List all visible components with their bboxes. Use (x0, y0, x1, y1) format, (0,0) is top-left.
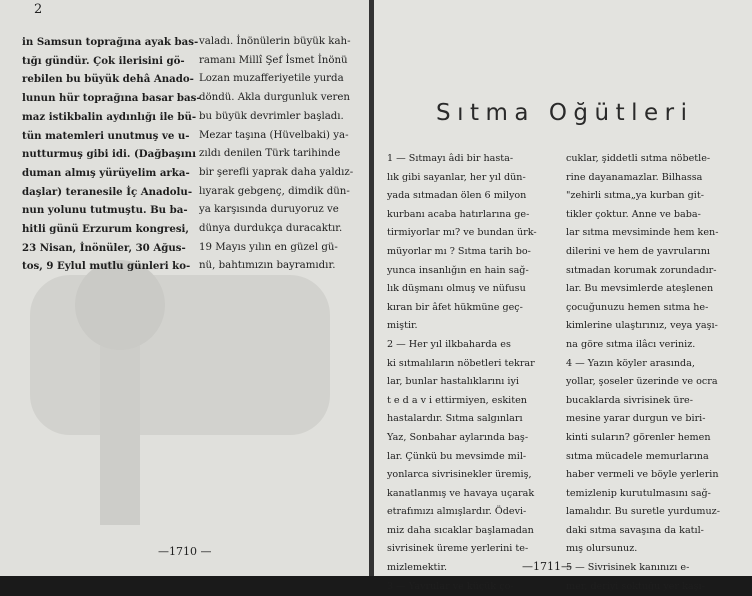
text-line: dünya durdukça duracaktır. (199, 223, 343, 235)
text-line: bucaklarda sivrisinek üre- (566, 394, 693, 406)
text-line: 2 — Her yıl ilkbaharda es (387, 338, 511, 350)
text-line: hitli günü Erzurum kongresi, (22, 223, 189, 236)
text-line: kimlerine ulaştırınız, veya yaşı- (566, 320, 718, 332)
text-line: lar sıtma mevsiminde hem ken- (566, 227, 719, 239)
text-line: duman almış yürüyelim arka- (22, 166, 190, 179)
text-line: 1 — Sıtmayı âdi bir hasta- (387, 153, 514, 164)
text-line: sivrisinek üreme yerlerini te- (387, 543, 529, 555)
text-line: ya karşısında duruyoruz ve (199, 204, 339, 216)
text-line: döndü. Akla durgunluk veren (199, 92, 350, 104)
text-line: lar. Çünkü bu mevsimde mil- (387, 450, 527, 462)
text-line: Mezar taşına (Hüvelbaki) ya- (199, 129, 349, 141)
text-line: etrafımızı almışlardır. Ödevi- (387, 506, 527, 518)
text-line: lar. Bu mevsimlerde ateşlenen (566, 283, 714, 295)
text-line: yada sıtmadan ölen 6 milyon (387, 190, 527, 202)
text-line: valadı. İnönülerin büyük kah- (199, 36, 351, 47)
text-line: yunca insanlığın en hain sağ- (387, 264, 529, 276)
text-line: mış olursunuz. (566, 543, 638, 555)
text-line: Lozan muzafferiyetile yurda (199, 73, 344, 85)
text-line: nü, bahtımızın bayramıdır. (199, 260, 336, 272)
right-column-2 (566, 150, 736, 596)
text-line: lar, bunlar hastalıklarını iyi (387, 376, 519, 388)
text-line: Yaz, Sonbahar aylarında baş- (387, 431, 529, 443)
text-line: in Samsun toprağına ayak bas- (22, 36, 199, 48)
text-line: kurbanı acaba hatırlarına ge- (387, 208, 530, 220)
text-line: 5 — Sivrisinek kanınızı e- (566, 562, 690, 574)
text-line: lamalıdır. Bu suretle yurdumuz- (566, 506, 720, 518)
text-line: sıtmadan korumak zorundadır- (566, 264, 717, 276)
text-line: nun yolunu tutmuştu. Bu ba- (22, 204, 188, 217)
text-line: temizlenip kurutulmasını sağ- (566, 487, 711, 499)
text-line: ki sıtmalıların nöbetleri tekrar (387, 357, 535, 369)
text-line: dilerini ve hem de yavrularını (566, 245, 710, 257)
page-folio-right: —1711— (522, 560, 572, 573)
text-line: mesine yarar durgun ve biri- (566, 413, 706, 425)
text-line: 23 Nisan, İnönüler, 30 Ağus- (22, 241, 186, 254)
text-line: kıran bir âfet hükmüne geç- (387, 301, 523, 313)
text-line: daki sıtma savaşına da katıl- (566, 524, 704, 536)
text-line: maz istikbalin aydınlığı ile bü- (22, 110, 197, 123)
right-column-1 (387, 150, 552, 596)
page-folio-left: —1710 — (158, 545, 212, 558)
text-line: tikler çoktur. Anne ve baba- (566, 208, 701, 220)
text-line: t e d a v i ettirmiyen, eskiten (387, 394, 527, 406)
article-title: Sıtma Oğütleri (436, 100, 694, 126)
text-line: ramanı Millî Şef İsmet İnönü (199, 54, 348, 66)
text-line: yonlarca sivrisinekler üremiş, (387, 469, 532, 481)
text-line: tos, 9 Eylul mutlu günleri ko- (22, 260, 191, 273)
text-line: sıtma mücadele memurlarına (566, 450, 709, 462)
text-line: lunun hür toprağına basar bas- (22, 92, 201, 105)
text-line: cuklar, şiddetli sıtma nöbetle- (566, 153, 711, 164)
text-line: bir şerefli yaprak daha yaldız- (199, 166, 354, 178)
text-line: rebilen bu büyük dehâ Anado- (22, 73, 194, 86)
text-line: tığı gündür. Çok ilerisini gö- (22, 54, 185, 67)
text-line: yollar, şoseler üzerinde ve ocra (566, 376, 718, 388)
text-line: bu büyük devrimler başladı. (199, 110, 344, 122)
text-line: zıldı denilen Türk tarihinde (199, 148, 341, 160)
text-line: mizlemektir. (387, 562, 448, 574)
text-line: tün matemleri unutmuş ve u- (22, 129, 190, 142)
text-line: nutturmuş gibi idi. (Dağbaşını (22, 148, 196, 161)
text-line: miz daha sıcaklar başlamadan (387, 524, 534, 536)
text-line: rine dayanamazlar. Bilhassa (566, 171, 703, 183)
text-line: kinti suların? görenler hemen (566, 431, 711, 443)
text-line: 4 — Yazın köyler arasında, (566, 357, 695, 369)
text-line: na göre sıtma ilâcı veriniz. (566, 338, 696, 350)
page-number: 2 (34, 2, 43, 17)
text-line: çocuğunuzu hemen sıtma he- (566, 301, 709, 313)
text-line: daşlar) teranesile İç Anadolu- (22, 185, 193, 198)
left-column-2 (199, 33, 359, 276)
text-line: 19 Mayıs yılın en güzel gü- (199, 241, 338, 253)
text-line: müyorlar mı ? Sıtma tarih bo- (387, 245, 531, 257)
left-page (0, 0, 370, 576)
text-line: tirmiyorlar mı? ve bundan ürk- (387, 227, 537, 239)
text-line: hastalardır. Sıtma salgınları (387, 413, 523, 425)
text-line: mer, deriyi soktuğu yer kaşı- (566, 580, 705, 592)
text-line: miştir. (387, 320, 418, 332)
text-line: 3 — Yavrular ve küçük ço- (387, 580, 514, 592)
left-column-1 (22, 33, 201, 276)
text-line: kanatlanmış ve havaya uçarak (387, 487, 535, 499)
text-line: haber vermeli ve böyle yerlerin (566, 469, 719, 481)
text-line: "zehirli sıtma„ya kurban git- (566, 190, 704, 202)
text-line: lıyarak gebgenç, dimdik dün- (199, 185, 350, 197)
show-through-image (20, 235, 360, 535)
text-line: lık gibi sayanlar, her yıl dün- (387, 171, 526, 183)
text-line: lık düşmanı olmuş ve nüfusu (387, 283, 526, 295)
